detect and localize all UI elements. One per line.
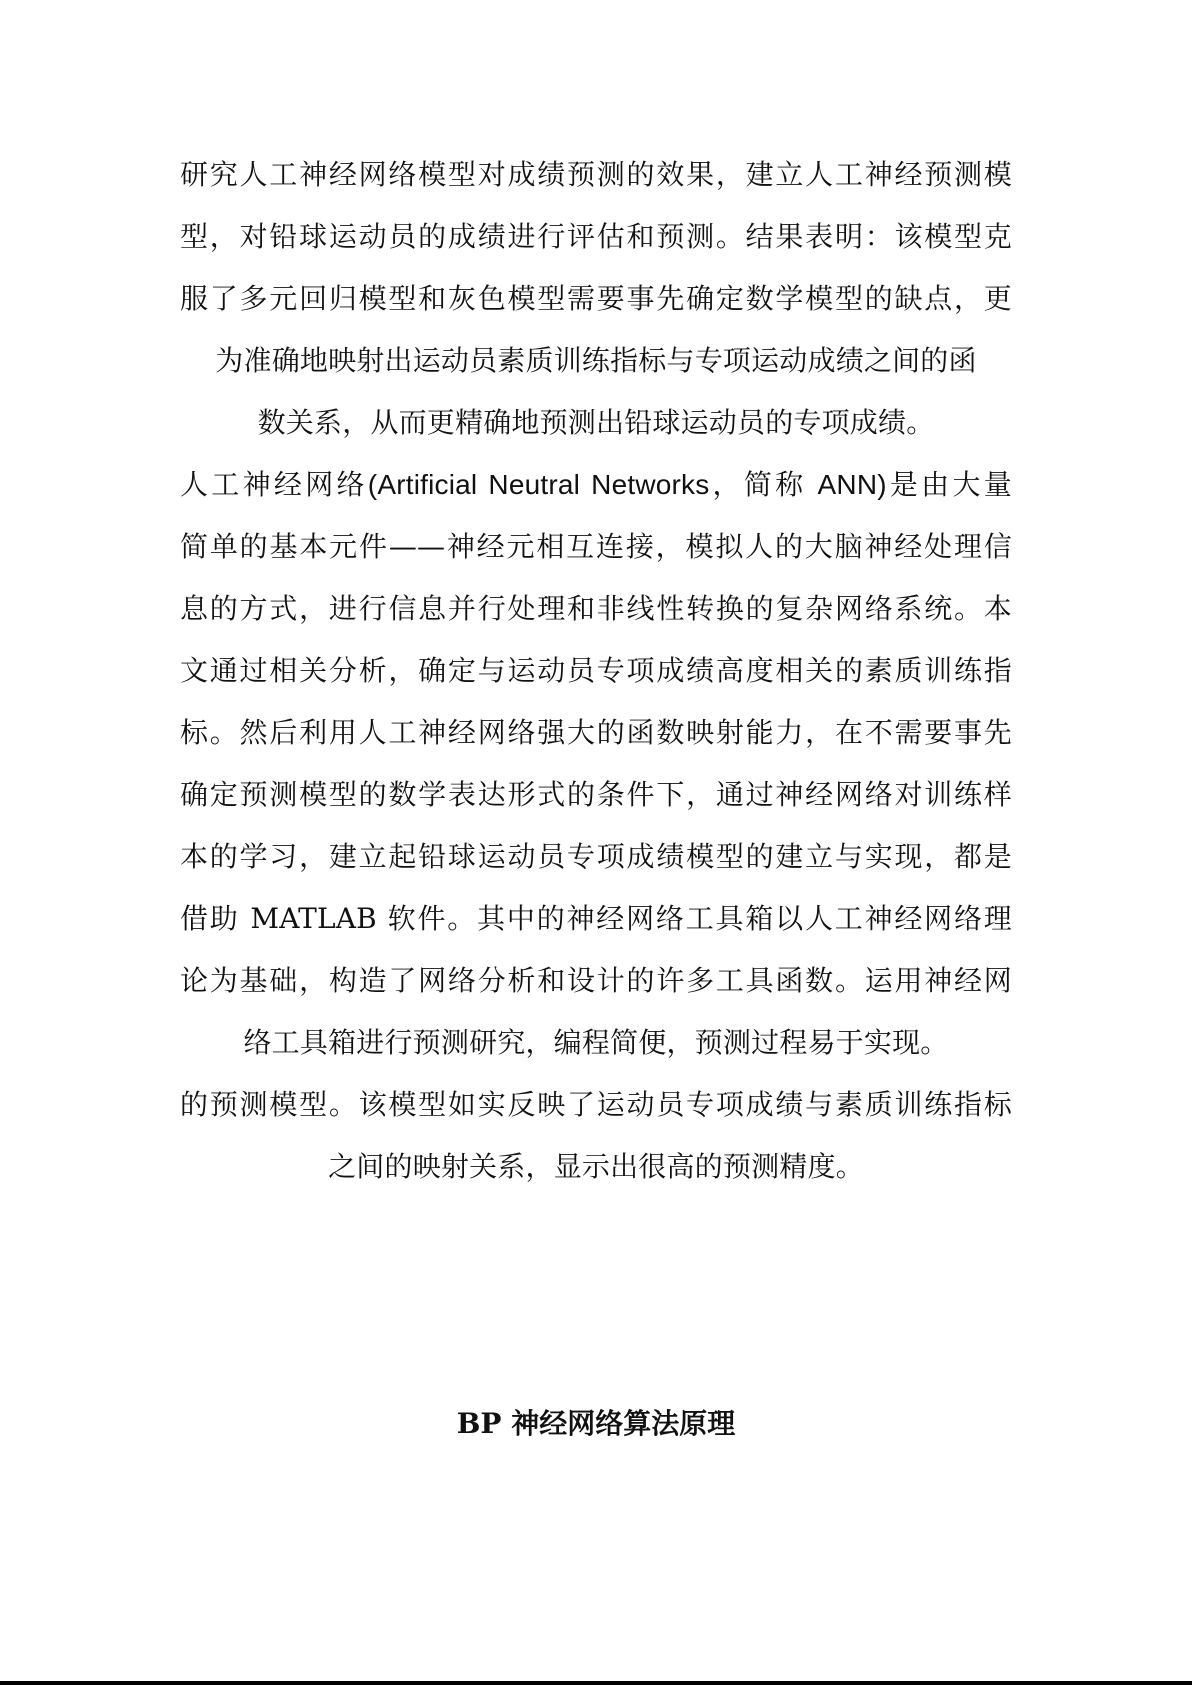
paragraph-2-line-9: 论为基础，构造了网络分析和设计的许多工具函数。运用神经网 bbox=[180, 964, 1012, 997]
paragraph-2-line-5: 标。然后利用人工神经网络强大的函数映射能力，在不需要事先 bbox=[180, 716, 1012, 749]
paragraph-3-line-2: 之间的映射关系，显示出很高的预测精度。 bbox=[328, 1150, 864, 1183]
paragraph-1-line-3: 服了多元回归模型和灰色模型需要事先确定数学模型的缺点，更 bbox=[180, 282, 1012, 315]
paragraph-2-line-8: 借助 MATLAB 软件。其中的神经网络工具箱以人工神经网络理 bbox=[180, 902, 1012, 935]
paragraph-1-line-2: 型，对铅球运动员的成绩进行评估和预测。结果表明：该模型克 bbox=[180, 220, 1012, 253]
paragraph-1-line-5: 数关系，从而更精确地预测出铅球运动员的专项成绩。 bbox=[257, 406, 935, 439]
paragraph-2-line-1: 人工神经网络(Artificial Neutral Networks，简称 ANN)是由大量 bbox=[180, 469, 1012, 500]
paragraph-1-line-1: 研究人工神经网络模型对成绩预测的效果，建立人工神经预测模 bbox=[180, 158, 1012, 191]
paragraph-2-line-4: 文通过相关分析，确定与运动员专项成绩高度相关的素质训练指 bbox=[180, 654, 1012, 687]
paragraph-1-line-4: 为准确地映射出运动员素质训练指标与专项运动成绩之间的函 bbox=[215, 344, 977, 377]
section-heading: BP 神经网络算法原理 bbox=[456, 1407, 736, 1440]
paragraph-2-line-10: 络工具箱进行预测研究，编程简便，预测过程易于实现。 bbox=[243, 1026, 949, 1059]
paragraph-2-line-6: 确定预测模型的数学表达形式的条件下，通过神经网络对训练样 bbox=[180, 778, 1012, 811]
bottom-page-edge bbox=[0, 1681, 1192, 1685]
paragraph-3-line-1: 的预测模型。该模型如实反映了运动员专项成绩与素质训练指标 bbox=[180, 1088, 1012, 1121]
paragraph-2-line-3: 息的方式，进行信息并行处理和非线性转换的复杂网络系统。本 bbox=[180, 592, 1012, 625]
paragraph-2-line-7: 本的学习，建立起铅球运动员专项成绩模型的建立与实现，都是 bbox=[180, 840, 1012, 873]
paragraph-2-line-2: 简单的基本元件——神经元相互连接，模拟人的大脑神经处理信 bbox=[180, 530, 1012, 563]
